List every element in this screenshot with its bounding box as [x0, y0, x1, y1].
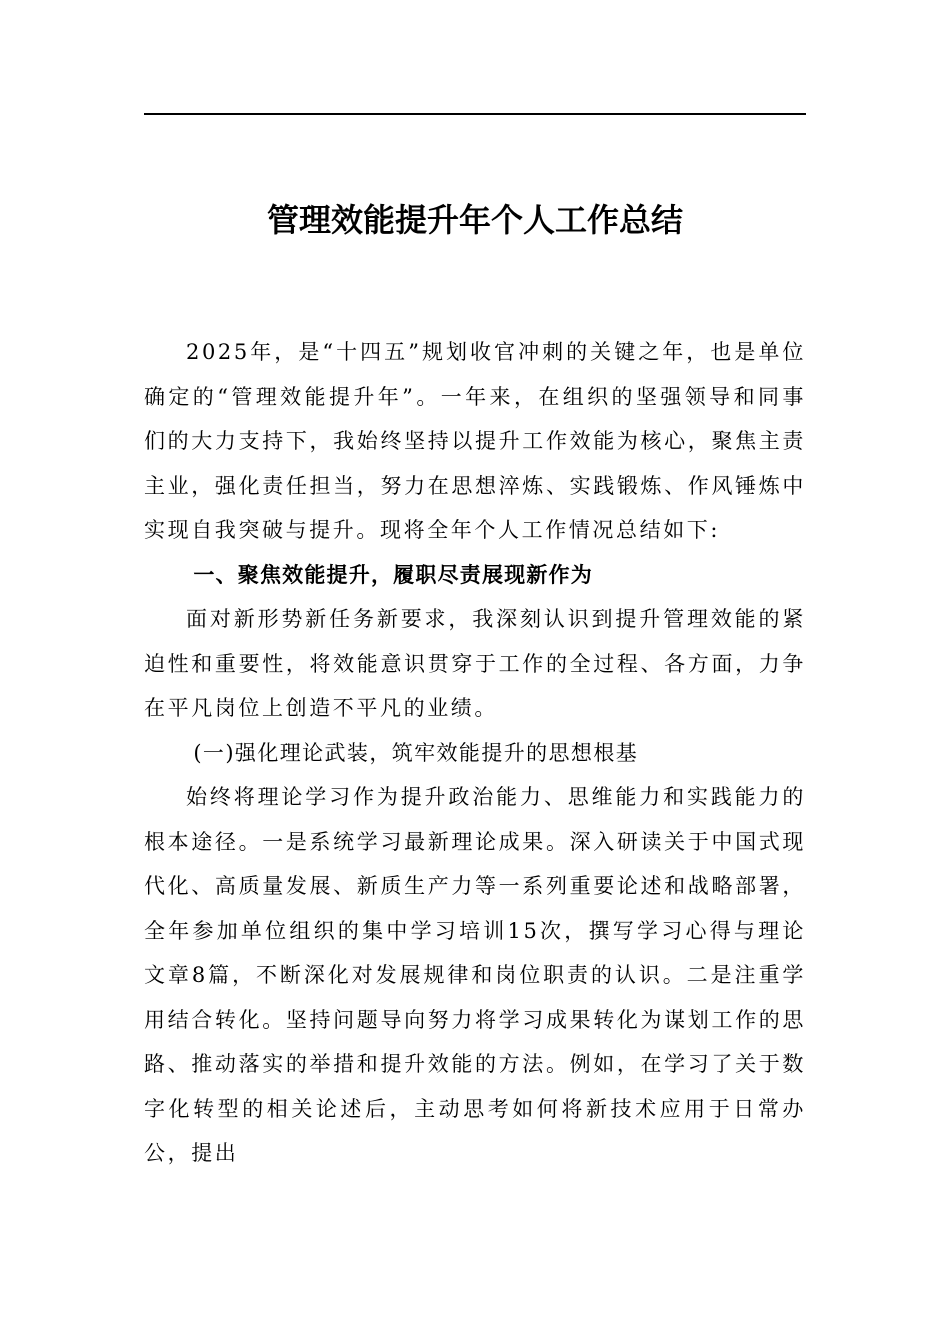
intro-paragraph: 2025年，是“十四五”规划收官冲刺的关键之年，也是单位确定的“管理效能提升年”。一年来，在组织的坚强领导和同事们的大力支持下，我始终坚持以提升工作效能为核心，聚焦主责主业，强化责任担当，努力在思想淬炼、实践锻炼、作风锤炼中实现自我突破与提升。现将全年个人工作情况总结如下:: [144, 340, 806, 542]
header-rule: [144, 113, 806, 115]
subsection-heading-1: (一)强化理论武装，筑牢效能提升的思想根基: [193, 740, 639, 765]
section-1-paragraph: 面对新形势新任务新要求，我深刻认识到提升管理效能的紧迫性和重要性，将效能意识贯穿于工作的全过程、各方面，力争在平凡岗位上创造不平凡的业绩。: [144, 607, 806, 720]
subsection-1-paragraph: 始终将理论学习作为提升政治能力、思维能力和实践能力的根本途径。一是系统学习最新理论成果。深入研读关于中国式现代化、高质量发展、新质生产力等一系列重要论述和战略部署，全年参加单位组织的集中学习培训15次，撰写学习心得与理论文章8篇，不断深化对发展规律和岗位职责的认识。二是注重学用结合转化。坚持问题导向努力将学习成果转化为谋划工作的思路、推动落实的举措和提升效能的方法。例如，在学习了关于数字化转型的相关论述后，主动思考如何将新技术应用于日常办公，提出: [144, 785, 806, 1165]
document-title: 管理效能提升年个人工作总结: [266, 201, 683, 239]
document-body: [144, 330, 806, 1176]
section-heading-1: 一、聚焦效能提升，履职尽责展现新作为: [193, 562, 593, 587]
